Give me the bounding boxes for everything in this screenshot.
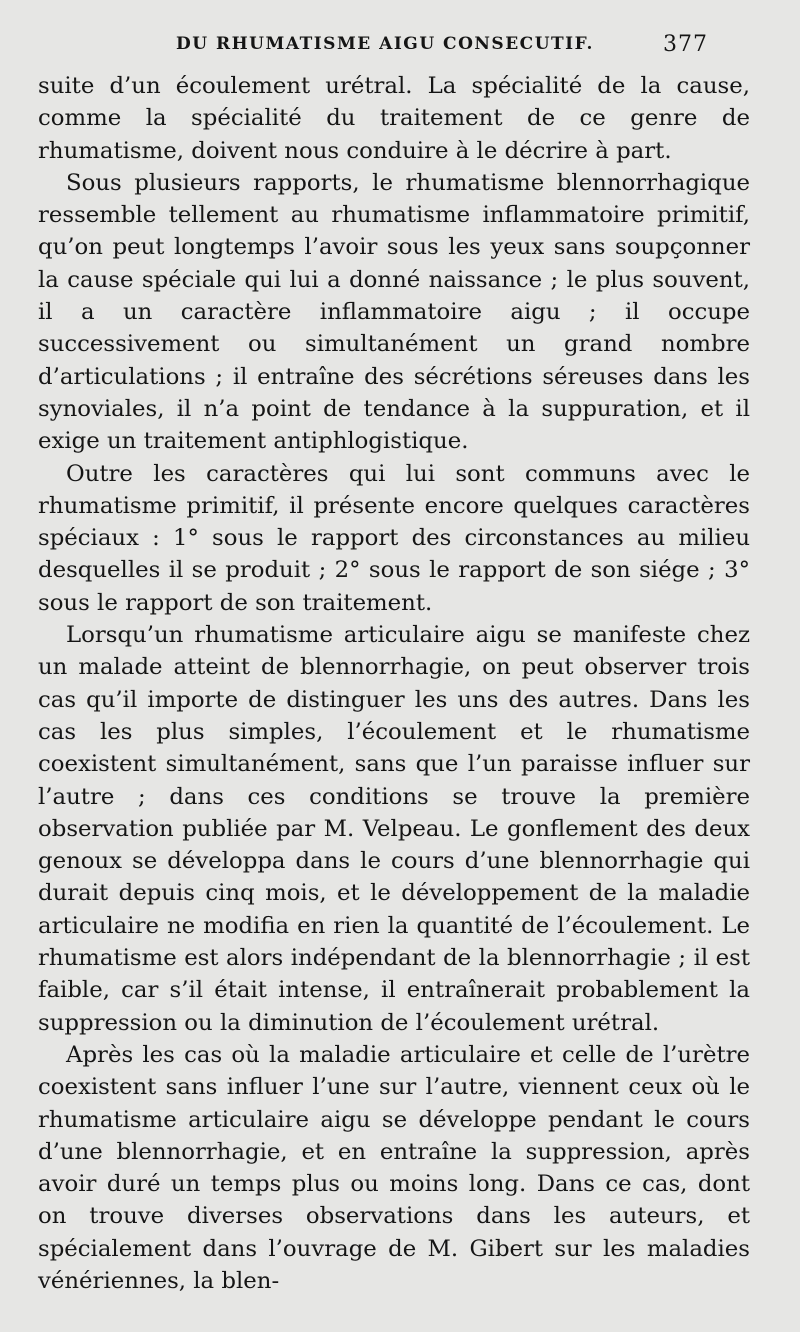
- paragraph-continuation: suite d’un écoulement urétral. La spécialité de la cause, comme la spécialité du traitement de ce genre de rhumatisme, doivent nous conduire à le décrire à part.: [38, 73, 750, 164]
- running-head: DU RHUMATISME AIGU CONSECUTIF.: [176, 34, 594, 54]
- page-number: 377: [663, 32, 708, 57]
- paragraph: Après les cas où la maladie articulaire et celle de l’urètre coexistent sans influer l’une sur l’autre, viennent ceux où le rhumatisme articulaire aigu se développe pendant le cours d’une blennorrhagie, et en entraîne la suppression, après avoir duré un temps plus ou moins long. Dans ce cas, dont on trouve diverses observations dans les auteurs, et spécialement dans l’ouvrage de M. Gibert sur les maladies vénériennes, la blen-: [38, 1041, 750, 1294]
- paragraph: Lorsqu’un rhumatisme articulaire aigu se manifeste chez un malade atteint de blennorrhagie, on peut observer trois cas qu’il importe de distinguer les uns des autres. Dans les cas les plus simples, l’écoulement et le rhumatisme coexistent simultanément, sans que l’un paraisse influer sur l’autre ; dans ces conditions se trouve la première observation publiée par M. Velpeau. Le gonflement des deux genoux se développa dans le cours d’une blennorrhagie qui durait depuis cinq mois, et le développement de la maladie articulaire ne modifia en rien la quantité de l’écoulement. Le rhumatisme est alors indépendant de la blennorrhagie ; il est faible, car s’il était intense, il entraînerait probablement la suppression ou la diminution de l’écoulement urétral.: [38, 622, 750, 1036]
- paragraph: Outre les caractères qui lui sont communs avec le rhumatisme primitif, il présente encore quelques caractères spéciaux : 1° sous le rapport des circonstances au milieu desquelles il se produit ; 2° sous le rapport de son siége ; 3° sous le rapport de son traitement.: [38, 460, 750, 616]
- page-header: [176, 32, 708, 62]
- paragraph: Sous plusieurs rapports, le rhumatisme blennorrhagique ressemble tellement au rhumatisme inflammatoire primitif, qu’on peut longtemps l’avoir sous les yeux sans soupçonner la cause spéciale qui lui a donné naissance ; le plus souvent, il a un caractère inflammatoire aigu ; il occupe successivement ou simultanément un grand nombre d’articulations ; il entraîne des sécrétions séreuses dans les synoviales, il n’a point de tendance à la suppuration, et il exige un traitement antiphlogistique.: [38, 169, 750, 455]
- page-body: [38, 70, 750, 1297]
